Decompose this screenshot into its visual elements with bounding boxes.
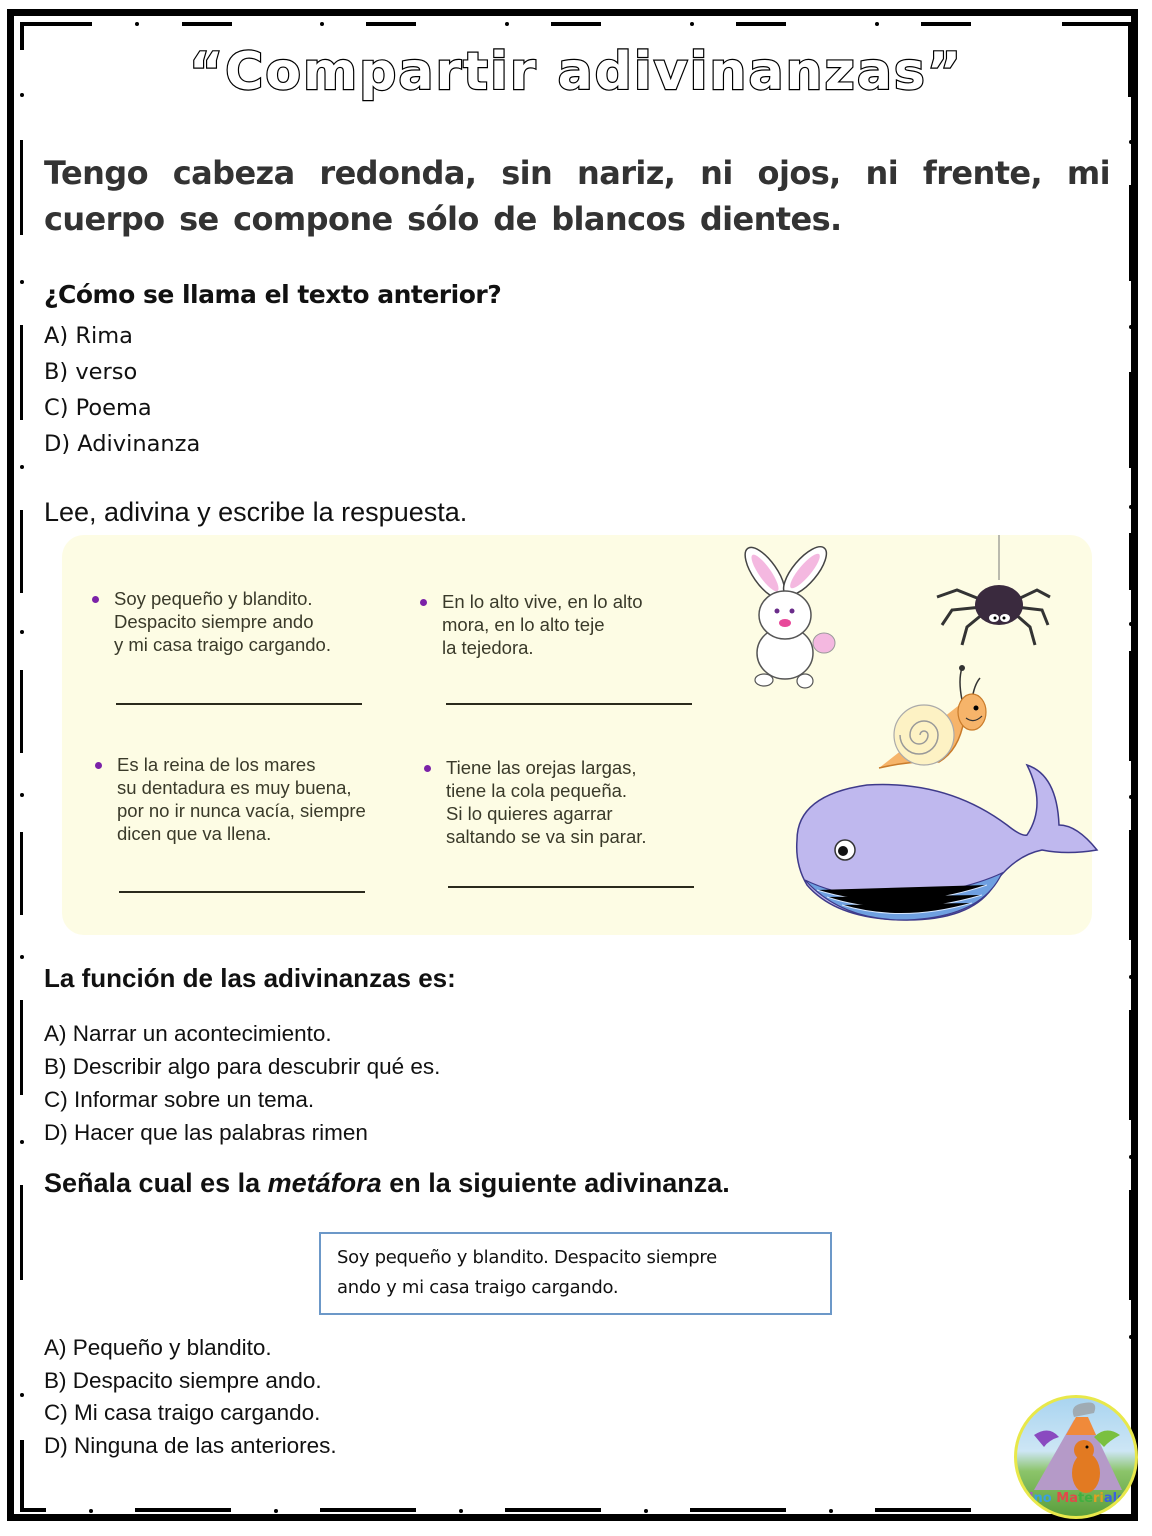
option-b[interactable]: B) Despacito siempre ando. <box>44 1367 322 1393</box>
question-1-prompt: ¿Cómo se llama el texto anterior? <box>44 280 502 309</box>
option-d[interactable]: D) Hacer que las palabras rimen <box>44 1120 368 1145</box>
option-a[interactable]: A) Rima <box>44 323 133 349</box>
option-b[interactable]: B) verso <box>44 359 138 385</box>
question-3-options <box>44 1017 440 1149</box>
question-4-prompt: Señala cual es la metáfora en la siguiente adivinanza. <box>44 1168 730 1198</box>
option-d[interactable]: D) Ninguna de las anteriores. <box>44 1432 337 1458</box>
question-3-prompt: La función de las adivinanzas es: <box>44 963 456 993</box>
main-riddle: Tengo cabeza redonda, sin nariz, ni ojos, ni frente, mi cuerpo se compone sólo de blancos dientes. <box>44 154 1110 238</box>
riddle-whale: Es la reina de los mares su dentadura es muy buena, por no ir nunca vacía, siempre dicen que va llena. <box>117 753 366 845</box>
question-4-options <box>44 1332 337 1462</box>
bullet-icon <box>424 765 431 772</box>
riddle-snail: Soy pequeño y blandito. Despacito siempre ando y mi casa traigo cargando. <box>114 587 331 656</box>
question-1-options <box>44 318 200 462</box>
whale-icon <box>777 745 1107 935</box>
riddle-spider: En lo alto vive, en lo alto mora, en lo alto teje la tejedora. <box>442 590 643 659</box>
bullet-icon <box>420 599 427 606</box>
option-a[interactable]: A) Pequeño y blandito. <box>44 1335 272 1360</box>
answer-line-3[interactable] <box>119 891 365 893</box>
riddle-rabbit: Tiene las orejas largas, tiene la cola pequeña. Si lo quieres agarrar saltando se va sin parar. <box>446 756 647 848</box>
option-c[interactable]: C) Informar sobre un tema. <box>44 1087 315 1112</box>
riddle-panel <box>62 535 1092 935</box>
question-2-instruction: Lee, adivina y escribe la respuesta. <box>44 497 468 527</box>
rabbit-icon <box>730 543 840 693</box>
option-b[interactable]: B) Describir algo para descubrir qué es. <box>44 1054 441 1079</box>
option-a[interactable]: A) Narrar un acontecimiento. <box>44 1021 332 1046</box>
quoted-riddle-box: Soy pequeño y blandito. Despacito siempre ando y mi casa traigo cargando. <box>319 1232 832 1315</box>
dino-materiales-logo <box>1014 1395 1138 1519</box>
logo-text: Dino Materiales <box>1018 1491 1134 1506</box>
option-d[interactable]: D) Adivinanza <box>44 431 201 457</box>
option-c[interactable]: C) Mi casa traigo cargando. <box>44 1400 321 1425</box>
answer-line-2[interactable] <box>446 703 692 705</box>
answer-line-4[interactable] <box>448 886 694 888</box>
answer-line-1[interactable] <box>116 703 362 705</box>
metaphor-emphasis: metáfora <box>267 1168 382 1198</box>
bullet-icon <box>95 762 102 769</box>
option-c[interactable]: C) Poema <box>44 395 152 421</box>
bullet-icon <box>92 596 99 603</box>
spider-icon <box>932 535 1052 650</box>
page-title: “Compartir adivinanzas” <box>188 42 964 102</box>
